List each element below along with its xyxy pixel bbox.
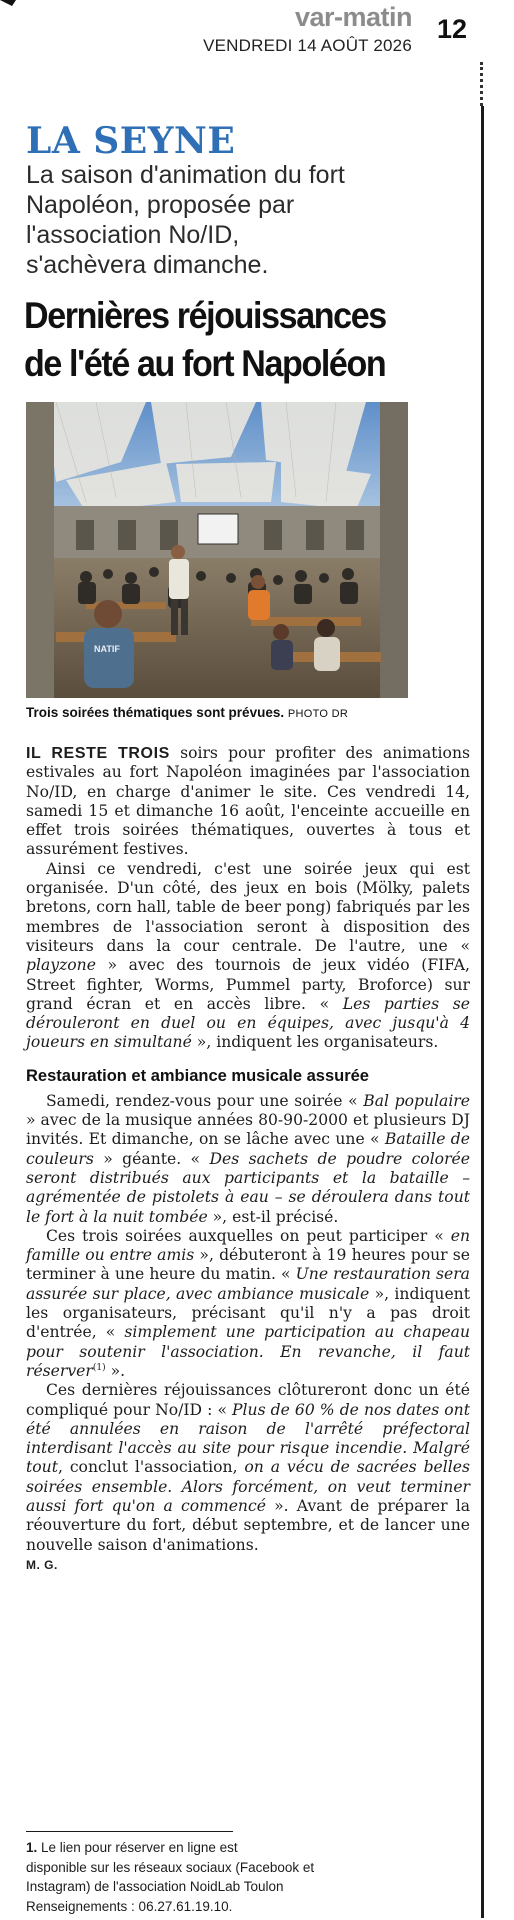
article-kicker: LA SEYNE	[26, 120, 236, 162]
article-headline	[24, 292, 438, 388]
article-chapo	[26, 160, 456, 280]
paragraph-text: Samedi, rendez-vous pour une soirée «	[46, 1091, 364, 1110]
page-number: 12	[436, 14, 467, 44]
newspaper-name: var-matin	[294, 2, 412, 32]
footnote-text: Le lien pour réserver en ligne est	[37, 1840, 238, 1855]
fort-courtyard-photo	[26, 402, 408, 698]
footnote-ref: (1)	[92, 1362, 106, 1373]
quote-text: Des sachets de poudre colorée seront distribués aux participants et la bataille – agrémentée de pistolets à eau – se déroulera dans tout le fort à la nuit tombée	[26, 1149, 470, 1226]
quote-text: Une restauration sera assurée sur place, avec ambiance musicale	[26, 1265, 470, 1303]
footnote	[26, 1838, 466, 1916]
photo-credit: PHOTO DR	[287, 708, 349, 720]
chapo-line: La saison d'animation du fort	[26, 161, 345, 189]
paragraph-text: », indiquent les organisateurs.	[191, 1033, 439, 1052]
footnote-line: Instagram) de l'association NoidLab Toulon	[26, 1879, 284, 1894]
quote-text: simplement une participation au chapeau pour soutenir l'association. En revanche, il faut réserver	[26, 1323, 470, 1380]
body-paragraph	[26, 860, 470, 1053]
quote-text: Bataille de couleurs	[26, 1130, 470, 1168]
paragraph-text: », est-il précisé.	[207, 1207, 339, 1226]
chapo-line: s'achèvera dimanche.	[26, 251, 269, 279]
masthead	[0, 0, 514, 58]
quote-text: Les parties se dérouleront en duel ou en équipes, avec jusqu'à 4 joueurs en simultané	[26, 994, 471, 1052]
edition-date: VENDREDI 14 AOÛT 2026	[203, 36, 412, 55]
section-subhead: Restauration et ambiance musicale assurée	[26, 1066, 369, 1085]
dotted-column-divider	[480, 62, 483, 106]
shirt-text: NATIF	[94, 644, 120, 654]
paragraph-text: » avec de la musique années 80-90-2000 et plusieurs DJ invités. Et dimanche, on se lâche avec une «	[26, 1111, 470, 1149]
body-paragraph	[26, 1381, 470, 1555]
body-paragraph	[26, 1092, 470, 1227]
quote-text: en famille ou entre amis	[26, 1226, 470, 1265]
photo-caption	[26, 705, 456, 720]
headline-line: Dernières réjouissances	[24, 295, 386, 336]
body-paragraph	[26, 1227, 470, 1381]
lead-in: IL RESTE TROIS	[26, 745, 170, 762]
caption-text: Trois soirées thématiques sont prévues.	[26, 705, 285, 720]
column-rule	[481, 106, 484, 1918]
article-photo	[26, 402, 408, 698]
paragraph-text: », indiquent les organisateurs, précisant qu'il n'y a pas droit d'entrée, «	[26, 1284, 470, 1342]
footnote-number: 1.	[26, 1840, 38, 1855]
paragraph-text: ». Avant de préparer la réouverture du fort, début septembre, et de lancer une nouvelle saison d'animations.	[26, 1496, 470, 1554]
headline-line: de l'été au fort Napoléon	[24, 343, 386, 384]
paragraph-text: Ces trois soirées auxquelles on peut participer «	[46, 1226, 451, 1245]
author-signature: M. G.	[26, 1557, 58, 1572]
paragraph-text: Ainsi ce vendredi, c'est une soirée jeux qui est organisée. D'un côté, des jeux en bois (Mölky, palets bretons, corn hall, table de beer pong) fabriqués par les membres de l'association seront à disposition des visiteurs dans la cour centrale. De l'autre, une «	[26, 859, 470, 955]
quote-text: Bal populaire	[363, 1091, 470, 1110]
quote-text: on a vécu de sacrées belles soirées ensemble. Alors forcément, on veut terminer aussi fort qu'on a commencé	[26, 1458, 470, 1515]
paragraph-text: ».	[105, 1361, 126, 1380]
paragraph-text: » géante. «	[93, 1149, 210, 1168]
paragraph-text: , conclut l'association,	[57, 1458, 245, 1477]
footnote-line	[26, 1838, 466, 1858]
paragraph-text: Ces dernières réjouissances clôtureront donc un été compliqué pour No/ID : «	[26, 1381, 470, 1419]
footnote-rule	[26, 1831, 233, 1832]
chapo-line: l'association No/ID,	[26, 221, 240, 249]
paragraph-text: » avec des tournois de jeux vidéo (FIFA, Street fighter, Worms, Pummel party, Broforce) sur grand écran et en accès libre. «	[26, 956, 470, 1013]
footnote-line: Renseignements : 06.27.61.19.10.	[26, 1898, 233, 1914]
paragraph-text: », débuteront à 19 heures pour se terminer à une heure du matin. «	[26, 1246, 470, 1284]
paragraph-text: soirs pour profiter des animations estivales au fort Napoléon imaginées par l'association No/ID, en charge d'animer le site. Ces vendredi 14, samedi 15 et dimanche 16 août, l'enceinte accueille en effet trois soirées thématiques, ouvertes à tous et assurément festives.	[26, 744, 470, 859]
quote-text: Plus de 60 % de nos dates ont été annulées en raison de l'arrêté préfectoral interdisant l'accès au site pour risque incendie. Malgré tout	[26, 1400, 470, 1477]
quote-text: playzone	[26, 956, 96, 975]
article-body	[26, 744, 470, 1575]
footnote-line: disponible sur les réseaux sociaux (Facebook et	[26, 1859, 315, 1875]
body-paragraph	[26, 744, 470, 860]
chapo-line: Napoléon, proposée par	[26, 191, 295, 219]
